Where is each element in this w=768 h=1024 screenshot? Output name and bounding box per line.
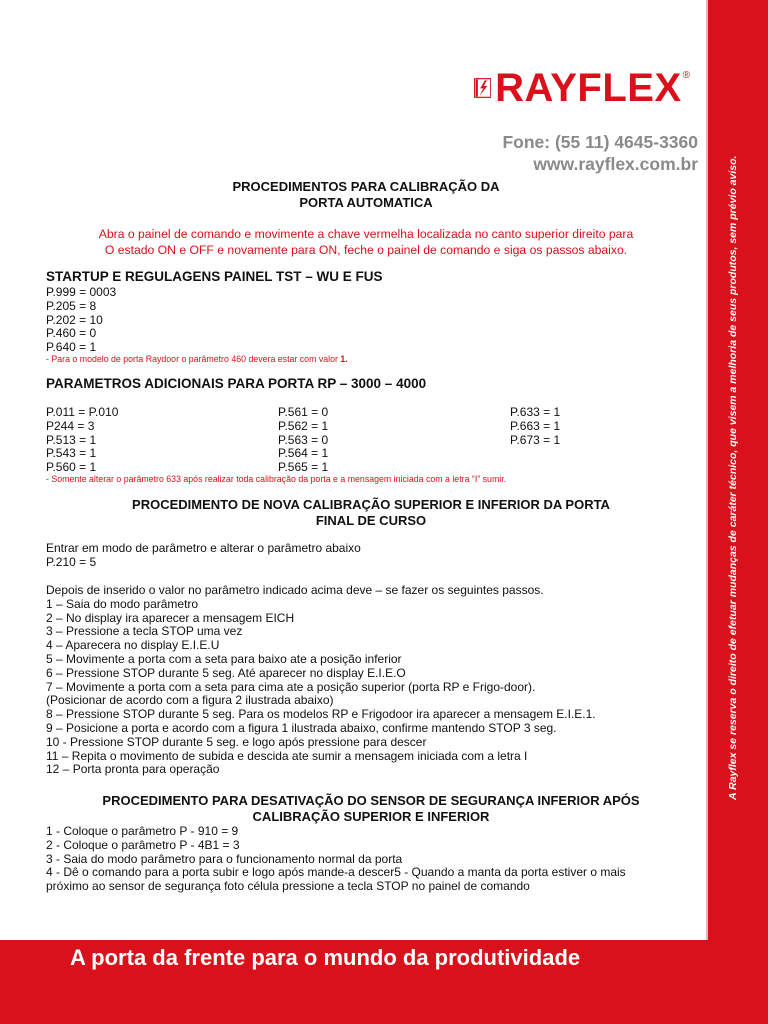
footer-tagline: A porta da frente para o mundo da produtividade [70, 945, 581, 970]
step-item: 3 – Pressione a tecla STOP uma vez [46, 624, 243, 639]
calibration-steps [46, 584, 596, 777]
param-line: P.543 = 1 [46, 446, 97, 461]
param-line: P.560 = 1 [46, 460, 97, 475]
phone-number: Fone: (55 11) 4645-3360 [502, 132, 698, 152]
logo-wordmark: RAYFLEX [495, 66, 682, 110]
additional-col-1 [46, 406, 118, 475]
param-line: P.460 = 0 [46, 326, 97, 341]
step-item: 8 – Pressione STOP durante 5 seg. Para os modelos RP e Frigodoor ira aparecer a mensagem E.I.E.1. [46, 707, 596, 722]
step-item: 7 – Movimente a porta com a seta para cima ate a posição superior (porta RP e Frigo-door). [46, 679, 536, 694]
param-line: P.205 = 8 [46, 298, 97, 313]
step-item: próximo ao sensor de segurança foto célula pressione a tecla STOP no painel de comando [46, 879, 530, 894]
param-line: P.563 = 0 [278, 432, 329, 447]
step-item: 1 – Saia do modo parâmetro [46, 596, 199, 611]
rayflex-logo [474, 60, 690, 116]
sensor-heading: PROCEDIMENTO PARA DESATIVAÇÃO DO SENSOR DE SEGURANÇA INFERIOR APÓS CALIBRAÇÃO SUPERIOR E INFERIOR [102, 793, 640, 824]
additional-col-3 [510, 406, 560, 447]
startup-params [46, 286, 116, 355]
startup-note: - Para o modelo de porta Raydoor o parâmetro 460 devera estar com valor 1. [46, 354, 348, 364]
step-item: 11 – Repita o movimento de subida e descida ate sumir a mensagem iniciada com a letra I [46, 748, 528, 763]
param-line: P.565 = 1 [278, 460, 329, 475]
sensor-steps [46, 825, 626, 894]
param-line: P.673 = 1 [510, 432, 561, 447]
lightning-icon [474, 62, 491, 114]
param-line: P.999 = 0003 [46, 285, 117, 299]
intro-instructions: Abra o painel de comando e movimente a chave vermelha localizada no canto superior direito para O estado ON e OFF e novamente para ON, feche o painel de comando e siga os passos abaixo. [98, 227, 634, 257]
step-item: 5 – Movimente a porta com a seta para baixo ate a posição inferior [46, 651, 402, 666]
param-line: P.202 = 10 [46, 312, 103, 327]
param-line: P.562 = 1 [278, 418, 329, 433]
step-item: 4 – Aparecera no display E.I.E.U [46, 638, 220, 653]
contact-block [502, 131, 698, 175]
calibration-intro: Entrar em modo de parâmetro e alterar o parâmetro abaixo P.210 = 5 [46, 541, 361, 569]
param-line: P.513 = 1 [46, 432, 97, 447]
step-item: 2 – No display ira aparecer a mensagem EICH [46, 610, 295, 625]
registered-mark: ® [682, 70, 690, 81]
document-title: PROCEDIMENTOS PARA CALIBRAÇÃO DA PORTA AUTOMATICA [232, 179, 500, 210]
calibration-after-note: Depois de inserido o valor no parâmetro indicado acima deve – se fazer os seguintes passos. [46, 583, 544, 597]
calibration-heading: PROCEDIMENTO DE NOVA CALIBRAÇÃO SUPERIOR E INFERIOR DA PORTA FINAL DE CURSO [132, 497, 610, 528]
step-item: 6 – Pressione STOP durante 5 seg. Até aparecer no display E.I.E.O [46, 665, 406, 680]
param-line: P.640 = 1 [46, 340, 97, 355]
param-line: P.663 = 1 [510, 418, 561, 433]
param-line: P.564 = 1 [278, 446, 329, 461]
sidebar-disclaimer: A Rayflex se reserva o direito de efetuar mudanças de caráter técnico, que visem a melhoria de seus produtos, sem prévio aviso. [727, 155, 739, 800]
param-line: P.011 = P.010 [46, 405, 119, 419]
website-url[interactable]: www.rayflex.com.br [533, 154, 698, 174]
param-line: P244 = 3 [46, 418, 95, 433]
step-item: 2 - Coloque o parâmetro P - 4B1 = 3 [46, 837, 240, 852]
param-line: P.561 = 0 [278, 405, 329, 419]
step-item: (Posicionar de acordo com a figura 2 ilustrada abaixo) [46, 693, 334, 708]
step-item: 12 – Porta pronta para operação [46, 762, 220, 777]
step-item: 3 - Saia do modo parâmetro para o funcionamento normal da porta [46, 851, 403, 866]
param-line: P.633 = 1 [510, 405, 561, 419]
additional-note: - Somente alterar o parâmetro 633 após realizar toda calibração da porta e a mensagem iniciada com a letra “I” sumir. [46, 474, 507, 484]
step-item: 9 – Posicione a porta e acordo com a figura 1 ilustrada abaixo, confirme mantendo STOP 3 seg. [46, 720, 557, 735]
additional-heading: PARAMETROS ADICIONAIS PARA PORTA RP – 3000 – 4000 [46, 376, 427, 391]
additional-col-2 [278, 406, 328, 475]
step-item: 4 - Dê o comando para a porta subir e logo após mande-a descer5 - Quando a manta da porta estiver o mais [46, 865, 626, 880]
step-item: 1 - Coloque o parâmetro P - 910 = 9 [46, 824, 239, 838]
step-item: 10 - Pressione STOP durante 5 seg. e logo após pressione para descer [46, 734, 427, 749]
startup-heading: STARTUP E REGULAGENS PAINEL TST – WU E FUS [46, 269, 383, 284]
